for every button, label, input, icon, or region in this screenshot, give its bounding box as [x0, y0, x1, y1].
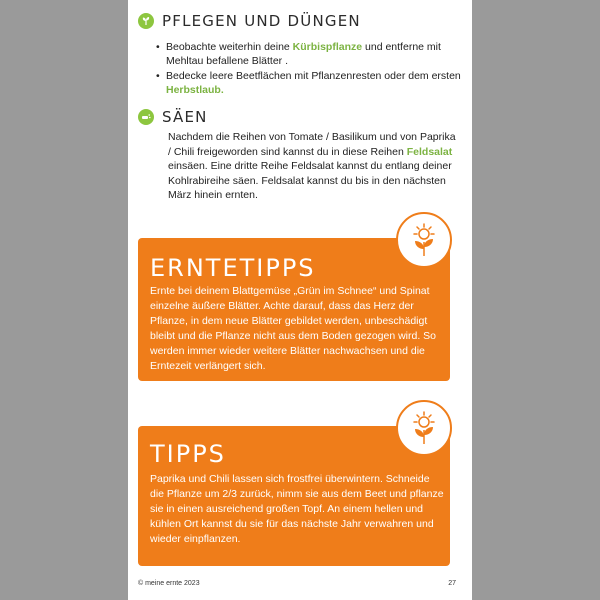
list-item [166, 69, 466, 97]
footer-copyright: © meine ernte 2023 [138, 580, 200, 587]
tips-title: TIPPS [150, 440, 226, 468]
highlight-term: Kürbispflanze [292, 41, 363, 53]
sun-leaves-icon [396, 212, 452, 268]
sowing-icon [138, 109, 154, 125]
list-item [166, 40, 466, 68]
care-bullet-list [152, 40, 466, 98]
document-page [128, 0, 472, 600]
sun-leaves-icon [396, 400, 452, 456]
bullet-text: Bedecke leere Beetflächen mit Pflanzenresten oder dem ersten [166, 70, 461, 82]
harvest-tips-title: ERNTETIPPS [150, 254, 316, 282]
bullet-text: Beobachte weiterhin deine [166, 41, 293, 53]
harvest-tips-text: Ernte bei deinem Blattgemüse „Grün im Schnee“ und Spinat einzelne äußere Blätter. Achte darauf, dass das Herz der Pflanze, in dem neue Blätter gebildet werden, unbeschädigt bleibt und die Pflanze nicht aus dem Boden gezogen wird. So werden immer wieder weitere Blätter nachwachsen und die Erntezeit verlängert sich. [150, 285, 437, 372]
seedling-care-icon [138, 13, 154, 29]
section-care-heading [138, 12, 361, 30]
sowing-paragraph [168, 130, 460, 203]
page-number: 27 [448, 580, 456, 587]
highlight-term: Feldsalat [406, 145, 453, 158]
section-sowing-heading [138, 108, 208, 126]
highlight-term: Herbstlaub. [166, 84, 224, 96]
paragraph-text: Nachdem die Reihen von Tomate / Basilikum und von Paprika / Chili freigeworden sind kannst du in diese Reihen [168, 131, 456, 158]
bullet-text: und entferne mit Mehltau befallene Blätter . [166, 41, 441, 67]
paragraph-text: einsäen. Eine dritte Reihe Feldsalat kannst du entlang deiner Kohlrabireihe säen. Feldsalat kannst du bis in den nächsten März hinein ernten. [168, 160, 452, 201]
section-sowing-title: SÄEN [162, 108, 208, 126]
section-care-title: PFLEGEN UND DÜNGEN [162, 12, 361, 30]
tips-text: Paprika und Chili lassen sich frostfrei überwintern. Schneide die Pflanze um 2/3 zurück, nimm sie aus dem Beet und pflanze sie in einen ausreichend großen Topf. An einem hellen und kühlen Ort kannst du sie für das nächste Jahr verwahren und wieder einpflanzen. [150, 473, 444, 545]
